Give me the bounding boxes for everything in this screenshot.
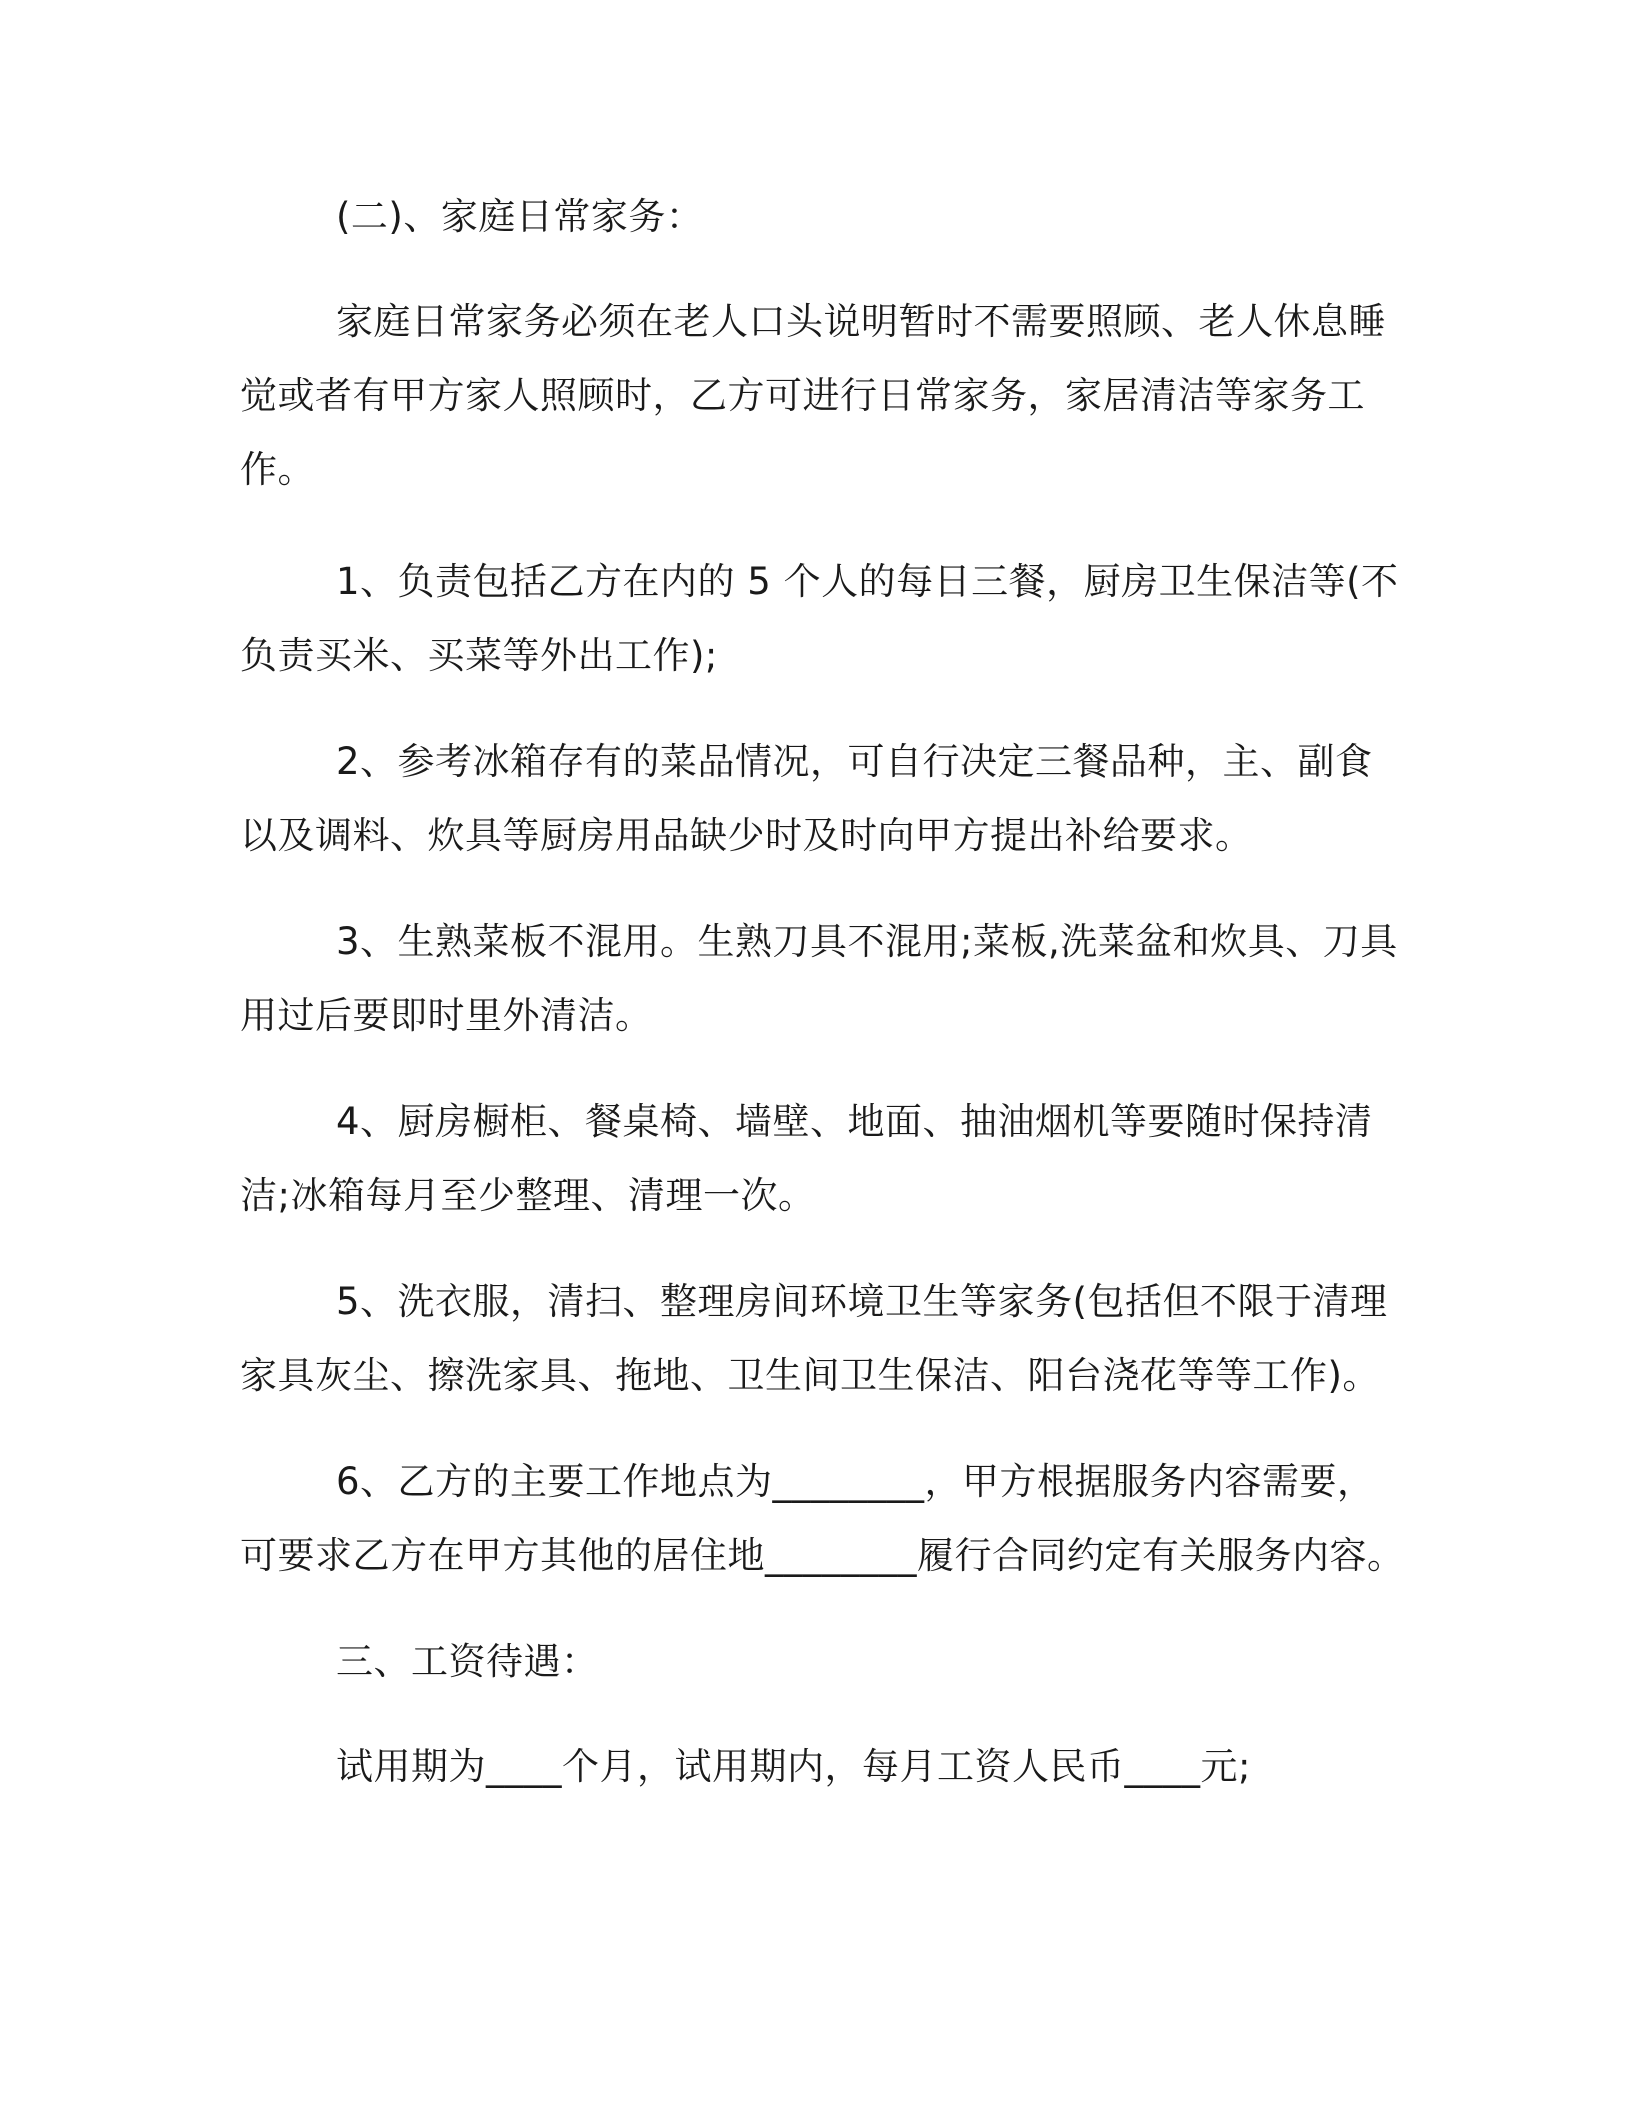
intro-line-2: 觉或者有甲方家人照顾时，乙方可进行日常家务，家居清洁等家务工 [240, 374, 1365, 417]
section-heading-text: (二)、家庭日常家务： [336, 195, 704, 238]
list-item-1-line-2: 负责买米、买菜等外出工作); [240, 634, 718, 677]
list-item-4-line-1: 4、厨房橱柜、餐桌椅、墙壁、地面、抽油烟机等要随时保持清 [336, 1100, 1373, 1143]
intro-paragraph [240, 285, 1410, 507]
salary-heading-text: 三、工资待遇： [336, 1640, 599, 1683]
salary-heading [240, 1625, 1410, 1699]
intro-line-3: 作。 [240, 448, 315, 491]
list-item-3 [240, 905, 1410, 1053]
list-item-5-line-1: 5、洗衣服，清扫、整理房间环境卫生等家务(包括但不限于清理 [336, 1280, 1388, 1323]
salary-paragraph [240, 1730, 1410, 1804]
list-item-6 [240, 1445, 1410, 1593]
list-item-2-line-1: 2、参考冰箱存有的菜品情况，可自行决定三餐品种，主、副食 [336, 740, 1373, 783]
list-item-2 [240, 725, 1410, 873]
list-item-2-line-2: 以及调料、炊具等厨房用品缺少时及时向甲方提出补给要求。 [240, 814, 1253, 857]
list-item-6-line-2: 可要求乙方在甲方其他的居住地________履行合同约定有关服务内容。 [240, 1534, 1405, 1577]
list-item-4 [240, 1085, 1410, 1233]
salary-text: 试用期为____个月，试用期内，每月工资人民币____元; [336, 1745, 1251, 1788]
list-item-3-line-2: 用过后要即时里外清洁。 [240, 994, 653, 1037]
list-item-3-line-1: 3、生熟菜板不混用。生熟刀具不混用;菜板,洗菜盆和炊具、刀具 [336, 920, 1398, 963]
section-heading [240, 180, 1410, 254]
list-item-5-line-2: 家具灰尘、擦洗家具、拖地、卫生间卫生保洁、阳台浇花等等工作)。 [240, 1354, 1380, 1397]
list-item-6-line-1: 6、乙方的主要工作地点为________，甲方根据服务内容需要， [336, 1460, 1375, 1503]
list-item-1 [240, 545, 1410, 693]
intro-line-1: 家庭日常家务必须在老人口头说明暂时不需要照顾、老人休息睡 [336, 300, 1386, 343]
list-item-5 [240, 1265, 1410, 1413]
list-item-1-line-1: 1、负责包括乙方在内的 5 个人的每日三餐，厨房卫生保洁等(不 [336, 560, 1399, 603]
list-item-4-line-2: 洁;冰箱每月至少整理、清理一次。 [240, 1174, 816, 1217]
